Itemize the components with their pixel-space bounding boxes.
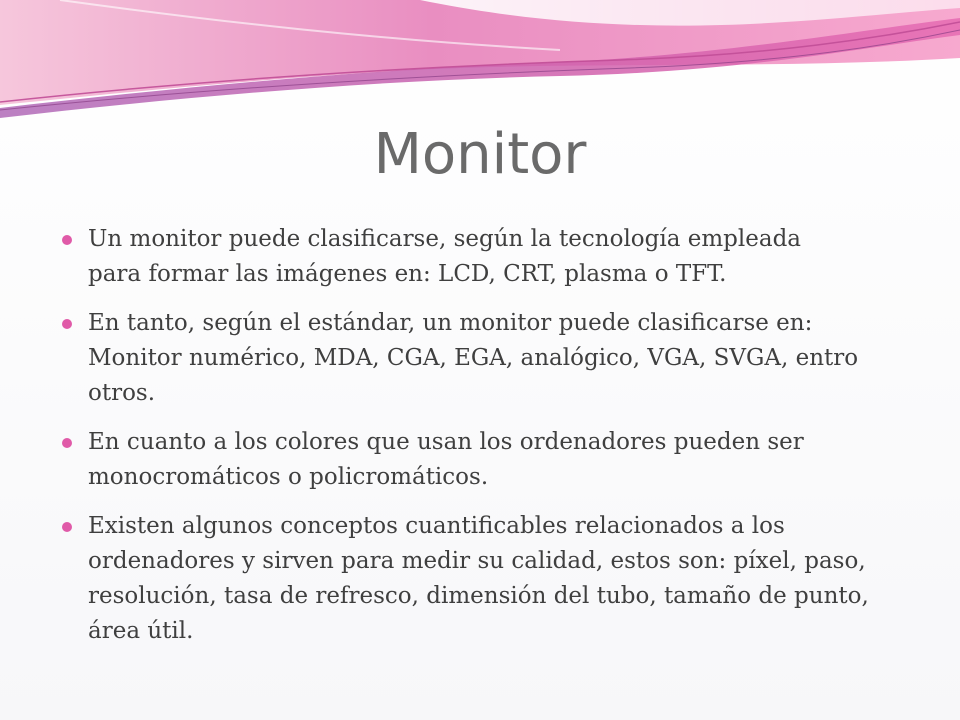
bullet-dot-icon: [62, 319, 72, 329]
bullet-item: [60, 306, 910, 411]
bullet-text: En cuanto a los colores que usan los ordenadores pueden ser monocromáticos o policromáticos.: [88, 429, 804, 490]
slide-title: Monitor: [373, 122, 587, 187]
bullet-item: [60, 509, 910, 649]
bullet-list: [60, 222, 910, 663]
bullet-text: Un monitor puede clasificarse, según la tecnología empleada para formar las imágenes en: LCD, CRT, plasma o TFT.: [88, 226, 802, 287]
bullet-dot-icon: [62, 438, 72, 448]
header-wave-decoration: [0, 0, 960, 120]
bullet-item: [60, 222, 910, 292]
bullet-text: Existen algunos conceptos cuantificables relacionados a los ordenadores y sirven para medir su calidad, estos son: píxel, paso, resolución, tasa de refresco, dimensión del tubo, tamaño de punto, área útil.: [88, 513, 869, 644]
bullet-item: [60, 425, 910, 495]
bullet-dot-icon: [62, 235, 72, 245]
bullet-text: En tanto, según el estándar, un monitor puede clasificarse en: Monitor numérico, MDA, CGA, EGA, analógico, VGA, SVGA, entro otros.: [88, 310, 859, 406]
bullet-dot-icon: [62, 522, 72, 532]
